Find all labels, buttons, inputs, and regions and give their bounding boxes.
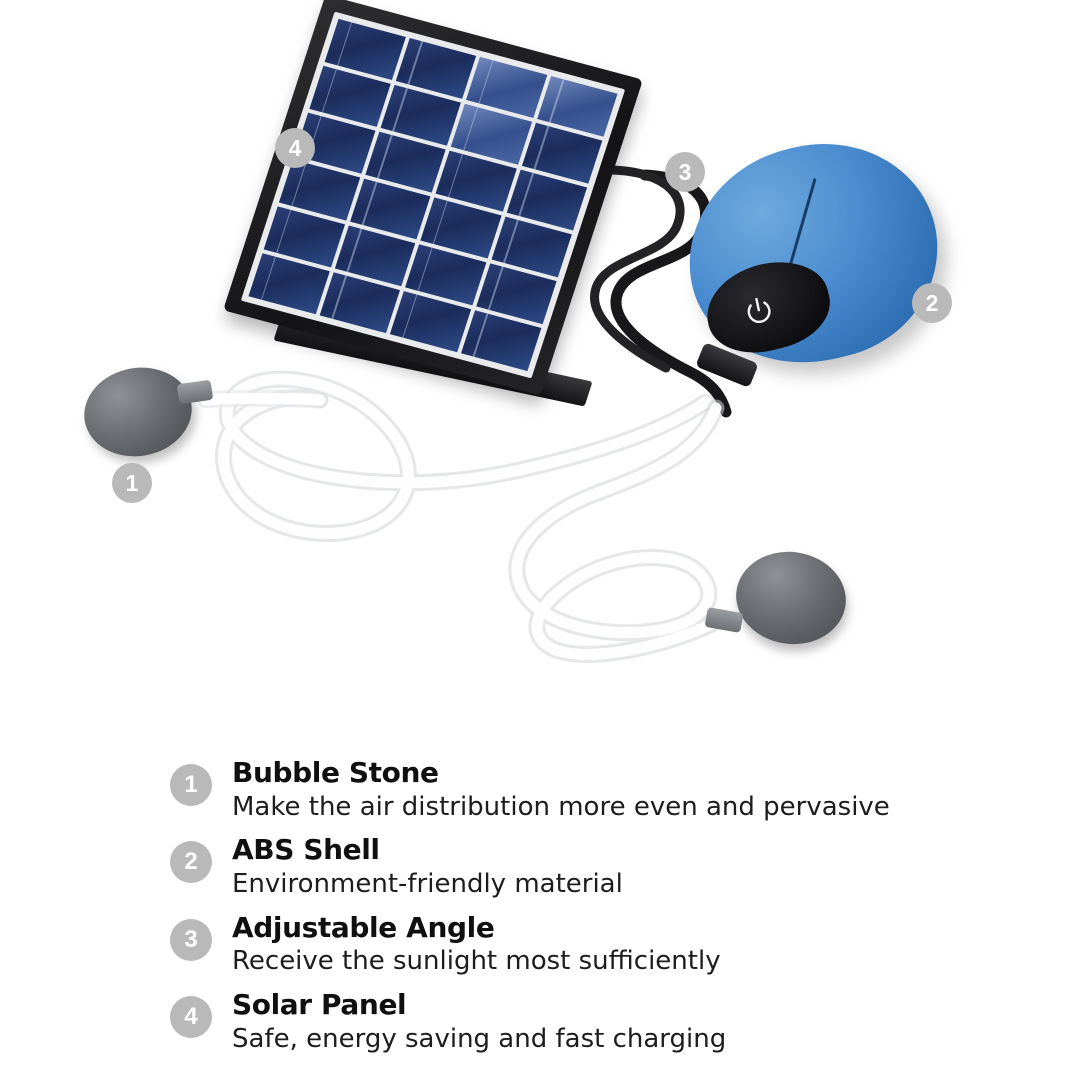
bubble-stone (730, 545, 852, 651)
feature-title: Bubble Stone (232, 756, 439, 789)
feature-item-bubble-stone (170, 758, 1020, 823)
feature-badge-1: 1 (170, 764, 212, 806)
callout-badge-2: 2 (912, 283, 952, 323)
feature-list (170, 758, 1020, 1067)
feature-badge-2: 2 (170, 841, 212, 883)
bubble-stone-nipple (177, 380, 213, 405)
feature-description: Safe, energy saving and fast charging (232, 1023, 727, 1054)
callout-badge-3: 3 (665, 152, 705, 192)
feature-item-abs-shell (170, 835, 1020, 900)
power-icon[interactable] (741, 293, 777, 329)
feature-badge-4: 4 (170, 996, 212, 1038)
callout-badge-4: 4 (275, 128, 315, 168)
feature-text-block (232, 758, 890, 823)
feature-item-adjustable-angle (170, 910, 1020, 978)
bubble-stone (77, 359, 199, 464)
solar-panel-glass (241, 12, 625, 379)
callout-badge-1: 1 (112, 463, 152, 503)
feature-description: Make the air distribution more even and pervasive (232, 791, 890, 822)
feature-badge-3: 3 (170, 919, 212, 961)
feature-title: Adjustable Angle (232, 910, 495, 944)
feature-text-block (232, 987, 727, 1055)
solar-cell-grid (248, 19, 617, 371)
feature-description: Environment-friendly material (232, 869, 623, 900)
air-pump-abs-shell (688, 146, 950, 384)
feature-description: Receive the sunlight most sufficiently (232, 946, 721, 977)
feature-title: Solar Panel (232, 987, 407, 1021)
feature-title: ABS Shell (232, 833, 380, 867)
bubble-stone-nipple (705, 607, 744, 633)
feature-item-solar-panel (170, 987, 1020, 1055)
solar-panel (268, 30, 668, 395)
feature-text-block (232, 835, 623, 900)
feature-text-block (232, 910, 721, 978)
